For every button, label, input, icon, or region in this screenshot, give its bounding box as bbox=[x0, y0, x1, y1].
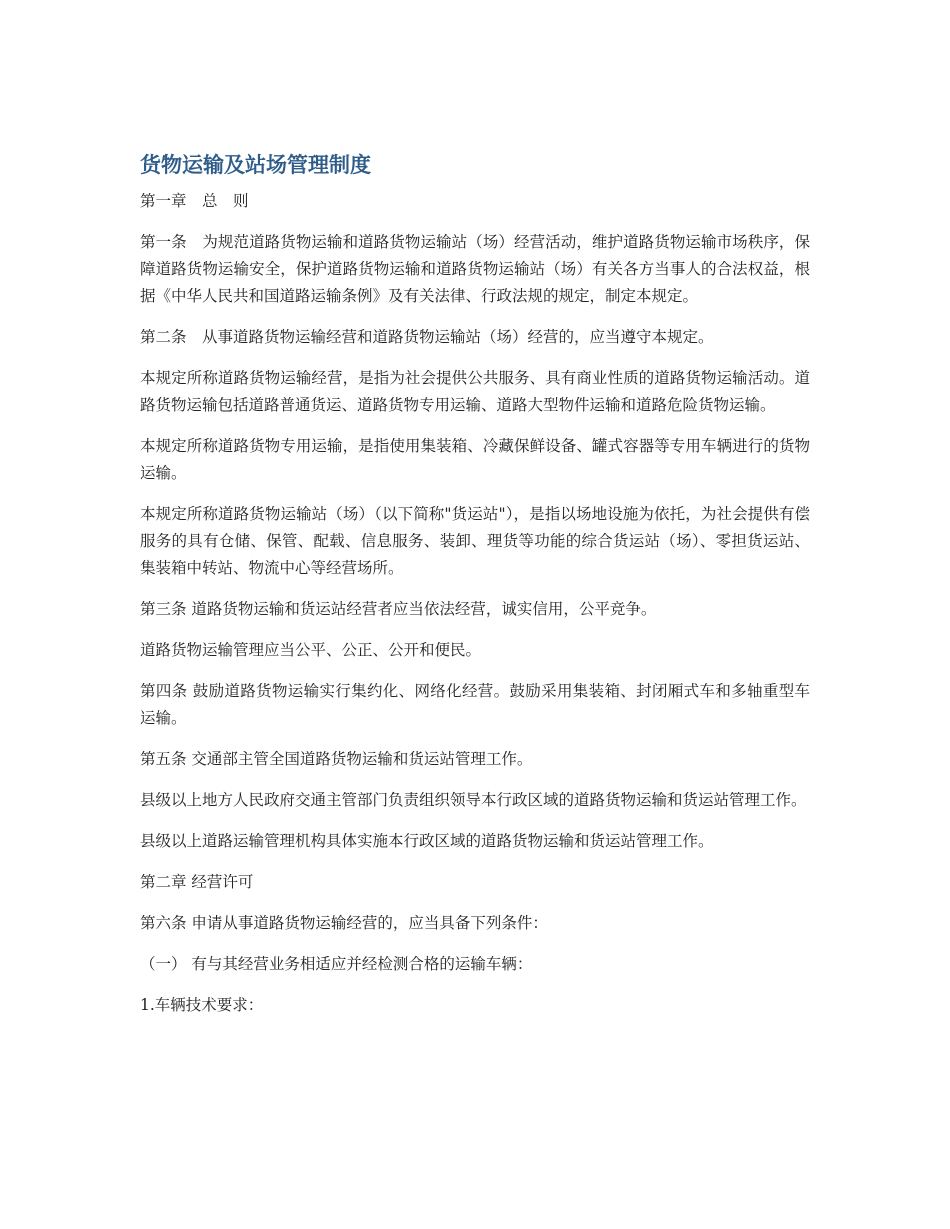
list-item-1: （一） 有与其经营业务相适应并经检测合格的运输车辆： bbox=[140, 955, 533, 973]
article-3: 第三条 道路货物运输和货运站经营者应当依法经营，诚实信用，公平竞争。 bbox=[140, 600, 657, 618]
chapter-heading-1: 第一章 总 则 bbox=[140, 192, 249, 210]
list-subitem-1: 1.车辆技术要求： bbox=[140, 996, 264, 1014]
article-5: 第五条 交通部主管全国道路货物运输和货运站管理工作。 bbox=[140, 750, 533, 768]
paragraph-local-agency: 县级以上道路运输管理机构具体实施本行政区域的道路货物运输和货运站管理工作。 bbox=[140, 832, 714, 850]
article-2: 第二条 从事道路货物运输经营和道路货物运输站（场）经营的，应当遵守本规定。 bbox=[140, 328, 714, 346]
paragraph-definition-special: 本规定所称道路货物专用运输，是指使用集装箱、冷藏保鲜设备、罐式容器等专用车辆进行的货物运输。 bbox=[140, 437, 810, 482]
chapter-heading-2: 第二章 经营许可 bbox=[140, 873, 254, 891]
article-4: 第四条 鼓励道路货物运输实行集约化、网络化经营。鼓励采用集装箱、封闭厢式车和多轴重型车运输。 bbox=[140, 682, 810, 727]
paragraph-definition-freight: 本规定所称道路货物运输经营，是指为社会提供公共服务、具有商业性质的道路货物运输活动。道路货物运输包括道路普通货运、道路货物专用运输、道路大型物件运输和道路危险货物运输。 bbox=[140, 369, 810, 414]
paragraph-management-principle: 道路货物运输管理应当公平、公正、公开和便民。 bbox=[140, 641, 482, 659]
article-6: 第六条 申请从事道路货物运输经营的，应当具备下列条件： bbox=[140, 914, 548, 932]
paragraph-definition-station: 本规定所称道路货物运输站（场）（以下简称"货运站"），是指以场地设施为依托，为社会提供有偿服务的具有仓储、保管、配载、信息服务、装卸、理货等功能的综合货运站（场）、零担货运站、集装箱中转站、物流中心等经营场所。 bbox=[140, 505, 810, 577]
document-title: 货物运输及站场管理制度 bbox=[140, 153, 371, 177]
document-page bbox=[140, 150, 810, 1033]
paragraph-local-government: 县级以上地方人民政府交通主管部门负责组织领导本行政区域的道路货物运输和货运站管理工作。 bbox=[140, 791, 807, 809]
article-1: 第一条 为规范道路货物运输和道路货物运输站（场）经营活动，维护道路货物运输市场秩序，保障道路货物运输安全，保护道路货物运输和道路货物运输站（场）有关各方当事人的合法权益，根据《中华人民共和国道路运输条例》及有关法律、行政法规的规定，制定本规定。 bbox=[140, 233, 810, 305]
